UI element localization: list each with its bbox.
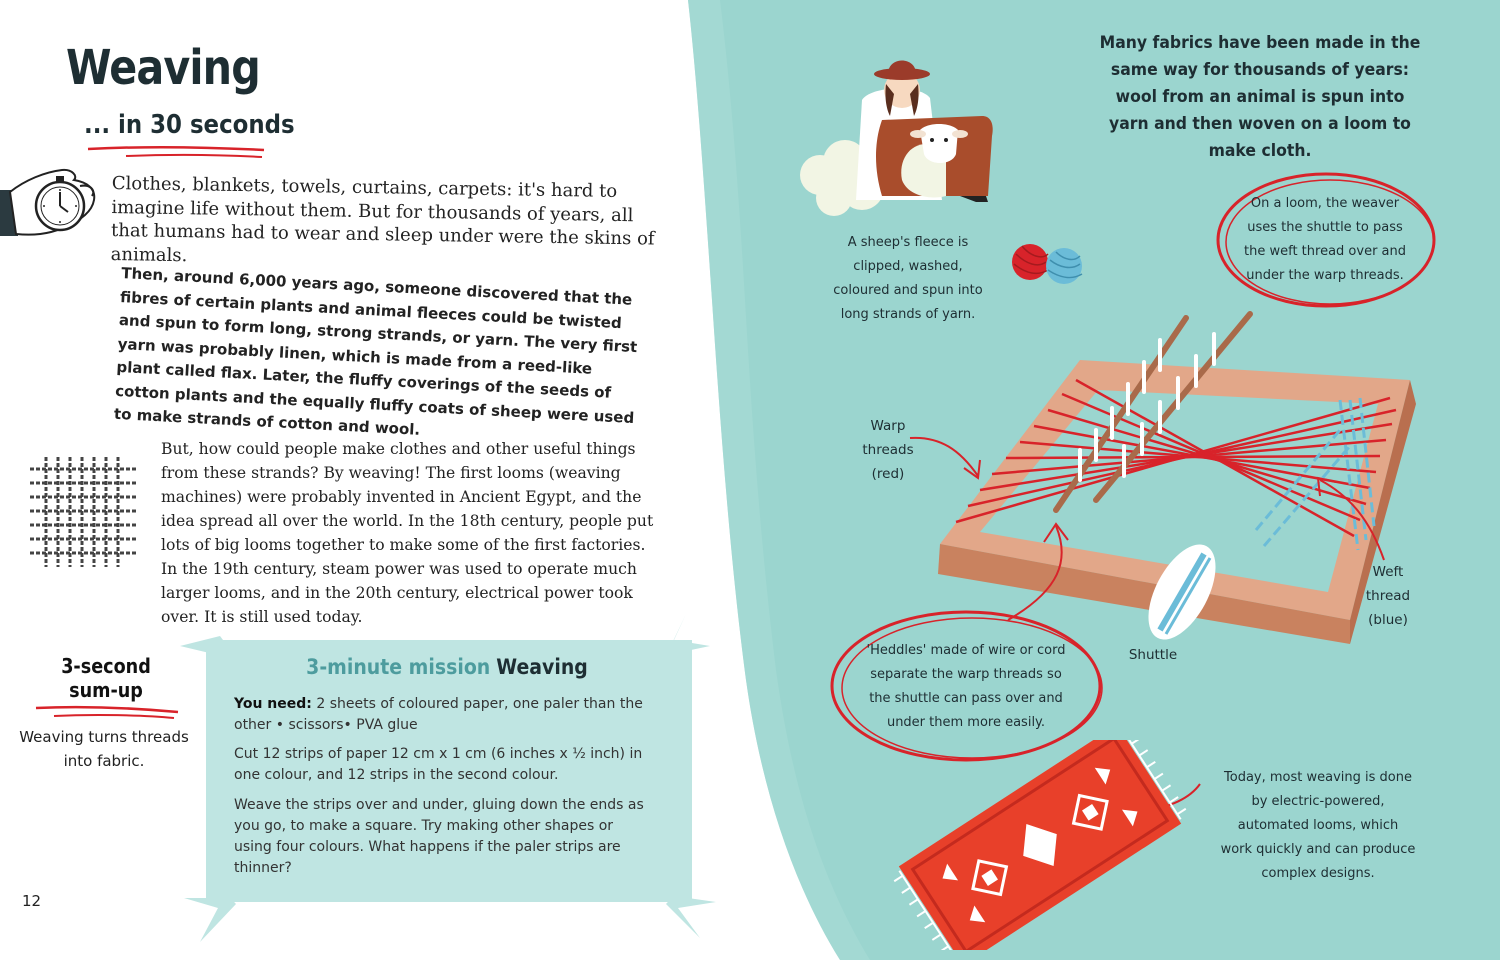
right-intro: Many fabrics have been made in the same way for thousands of years: wool from an animal is spun into yarn and then woven on a loom to make cloth. <box>1099 33 1421 161</box>
sum-up-underline <box>34 702 180 722</box>
you-need-label: You need: <box>234 696 312 712</box>
sheep-caption: A sheep's fleece is clipped, washed, coloured and spun into long strands of yarn. <box>833 235 983 322</box>
you-need-text: 2 sheets of coloured paper, one paler than the other • scissors• PVA glue <box>234 696 643 733</box>
sum-up-text: Weaving turns threads into fabric. <box>19 728 189 770</box>
sheep-shearing-illustration <box>790 50 1010 225</box>
hat-crown-icon <box>888 61 916 75</box>
rug-illustration <box>880 740 1200 950</box>
sheep-eye-left <box>930 138 934 142</box>
page-number: 12 <box>22 892 42 910</box>
stopwatch-hand-icon <box>0 160 104 250</box>
looms-paragraph: But, how could people make clothes and other useful things from these strands? By weaving! The first looms (weaving machines) were probably invented in Ancient Egypt, and the idea spread all over the world. In the 18th century, people put lots of big looms together to make some of the first factories. In the 19th century, steam power was used to operate much larger looms, and in the 20th century, electrical power took over. It is still used today. <box>161 440 654 626</box>
heddles-caption: 'Heddles' made of wire or cord separate the warp threads so the shuttle can pass over and under them more easily. <box>866 643 1066 730</box>
woven-grid-icon <box>28 455 140 570</box>
intro-paragraph: Clothes, blankets, towels, curtains, carpets: it's hard to imagine life without them. But for thousands of years, all that humans had to wear and sleep under were the skins of animals. <box>110 172 655 266</box>
sheep-ear-right <box>952 130 968 138</box>
mission-cut-step: Cut 12 strips of paper 12 cm x 1 cm (6 inches x ½ inch) in one colour, and 12 strips in the second colour. <box>234 746 643 783</box>
sum-up-title: 3-second sum-up <box>61 654 151 702</box>
sheep-legs <box>960 196 988 202</box>
today-caption: Today, most weaving is done by electric-powered, automated looms, which work quickly and can produce complex designs. <box>1220 770 1416 881</box>
shuttle-label: Shuttle <box>1128 647 1178 663</box>
page-subtitle: ... in 30 seconds <box>84 110 295 140</box>
yarn-paragraph: Then, around 6,000 years ago, someone discovered that the fibres of certain plants and animal fleeces could be twisted and spun to form long, strong strands, or yarn. The very first yarn was probably linen, which is made from a reed-like plant called flax. Later, the fluffy coverings of the seeds of cotton plants and the equally fluffy coats of sheep were used to make strands of cotton and wool. <box>113 263 638 439</box>
mission-you-need <box>234 694 644 736</box>
yarn-balls-icon <box>1008 238 1088 290</box>
mission-title-word: Weaving <box>496 655 588 679</box>
sheep-ear-left <box>910 130 926 138</box>
weft-arrow <box>1320 480 1384 560</box>
warp-label: Warp threads (red) <box>862 418 914 482</box>
mission-weave-step: Weave the strips over and under, gluing down the ends as you go, to make a square. Try making other shapes or using four colours. What happens if the paler strips are thinner? <box>234 797 644 876</box>
weft-label: Weft thread (blue) <box>1365 564 1411 628</box>
subtitle-underline <box>86 144 268 162</box>
page-title: Weaving <box>66 40 260 96</box>
loom-caption: On a loom, the weaver uses the shuttle to pass the weft thread over and under the warp threads. <box>1244 196 1406 283</box>
sheep-head-icon <box>920 124 958 163</box>
mission-title-prefix: 3-minute mission <box>306 655 491 679</box>
mission-title <box>236 655 659 679</box>
sheep-eye-right <box>944 138 948 142</box>
